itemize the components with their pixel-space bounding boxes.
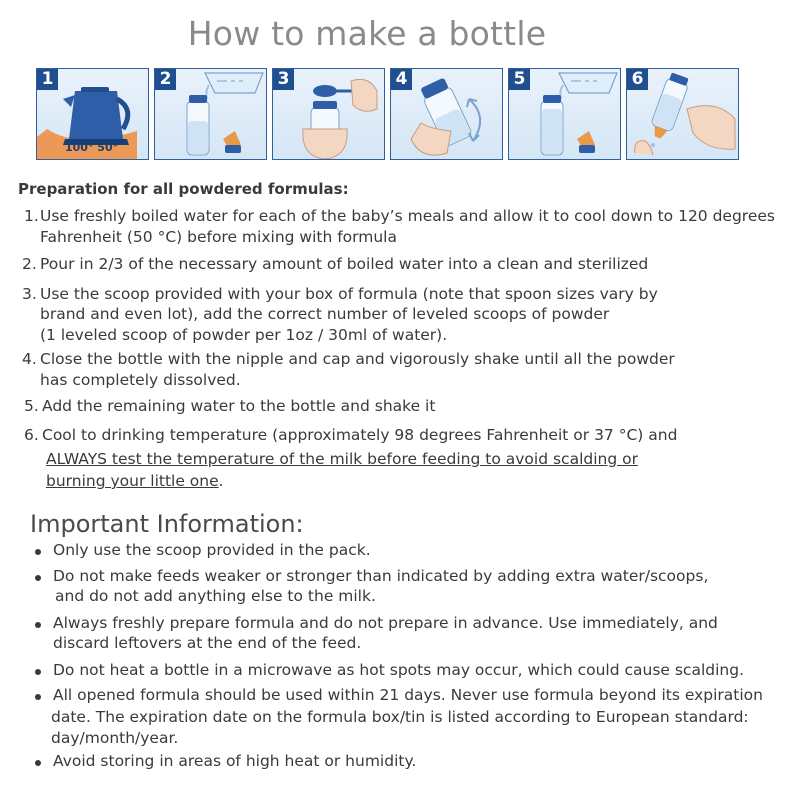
step-6-number: 6 xyxy=(627,69,648,90)
bullet-icon xyxy=(35,622,41,628)
prep-item-1-line-1: Use freshly boiled water for each of the baby’s meals and allow it to cool down to 120 degrees xyxy=(40,207,775,225)
preparation-heading: Preparation for all powdered formulas: xyxy=(18,180,349,198)
page-title: How to make a bottle xyxy=(187,14,547,53)
bullet-icon xyxy=(35,669,41,675)
important-item-6-line-1: Avoid storing in areas of high heat or humidity. xyxy=(53,752,417,770)
prep-item-6-tail: . xyxy=(218,472,224,490)
step-1-panel xyxy=(36,68,149,160)
prep-item-5-line-1: Add the remaining water to the bottle and shake it xyxy=(42,397,436,415)
important-item-5-line-2: date. The expiration date on the formula box/tin is listed according to European standard: xyxy=(51,708,749,726)
prep-item-4-line-1: Close the bottle with the nipple and cap and vigorously shake until all the powder xyxy=(40,350,675,368)
step-1-number: 1 xyxy=(37,69,58,90)
important-item-5-line-1: All opened formula should be used within 21 days. Never use formula beyond its expiration xyxy=(53,686,763,704)
step-4-panel xyxy=(390,68,503,160)
step-4-number: 4 xyxy=(391,69,412,90)
prep-item-6-warning-line-2-wrap xyxy=(46,472,224,490)
prep-item-3-number: 3. xyxy=(22,285,37,303)
prep-item-2-number: 2. xyxy=(22,255,37,273)
prep-item-6-line-1: Cool to drinking temperature (approximately 98 degrees Fahrenheit or 37 °C) and xyxy=(42,426,678,444)
step-3-number: 3 xyxy=(273,69,294,90)
bullet-icon xyxy=(35,760,41,766)
important-item-3-line-2: discard leftovers at the end of the feed. xyxy=(53,634,362,652)
bullet-icon xyxy=(35,549,41,555)
prep-item-6-number: 6. xyxy=(24,426,39,444)
important-item-2-line-2: and do not add anything else to the milk. xyxy=(55,587,376,605)
prep-item-3-line-2: brand and even lot), add the correct number of leveled scoops of powder xyxy=(40,305,610,323)
step-2-number: 2 xyxy=(155,69,176,90)
step-1-temps: 100° 50° xyxy=(65,141,119,154)
important-item-5-line-3: day/month/year. xyxy=(51,729,179,747)
prep-item-4-line-2: has completely dissolved. xyxy=(40,371,241,389)
prep-item-4-number: 4. xyxy=(22,350,37,368)
prep-item-1-line-2: Fahrenheit (50 °C) before mixing with formula xyxy=(40,228,397,246)
prep-item-3-line-1: Use the scoop provided with your box of formula (note that spoon sizes vary by xyxy=(40,285,658,303)
important-item-1-line-1: Only use the scoop provided in the pack. xyxy=(53,541,371,559)
important-item-4-line-1: Do not heat a bottle in a microwave as hot spots may occur, which could cause scalding. xyxy=(53,661,744,679)
prep-item-6-warning-line-1: ALWAYS test the temperature of the milk before feeding to avoid scalding or xyxy=(46,450,638,468)
prep-item-2-line-1: Pour in 2/3 of the necessary amount of boiled water into a clean and sterilized xyxy=(40,255,649,273)
step-5-panel xyxy=(508,68,621,160)
prep-item-1-number: 1. xyxy=(24,207,39,225)
step-2-panel xyxy=(154,68,267,160)
step-6-panel xyxy=(626,68,739,160)
steps-strip xyxy=(36,68,740,162)
prep-item-5-number: 5. xyxy=(24,397,39,415)
important-heading: Important Information: xyxy=(30,510,304,538)
bullet-icon xyxy=(35,694,41,700)
step-3-panel xyxy=(272,68,385,160)
prep-item-3-line-3: (1 leveled scoop of powder per 1oz / 30ml of water). xyxy=(40,326,448,344)
step-5-number: 5 xyxy=(509,69,530,90)
prep-item-6-warning-line-2: burning your little one xyxy=(46,472,219,490)
bullet-icon xyxy=(35,575,41,581)
important-item-2-line-1: Do not make feeds weaker or stronger than indicated by adding extra water/scoops, xyxy=(53,567,709,585)
important-item-3-line-1: Always freshly prepare formula and do not prepare in advance. Use immediately, and xyxy=(53,614,718,632)
